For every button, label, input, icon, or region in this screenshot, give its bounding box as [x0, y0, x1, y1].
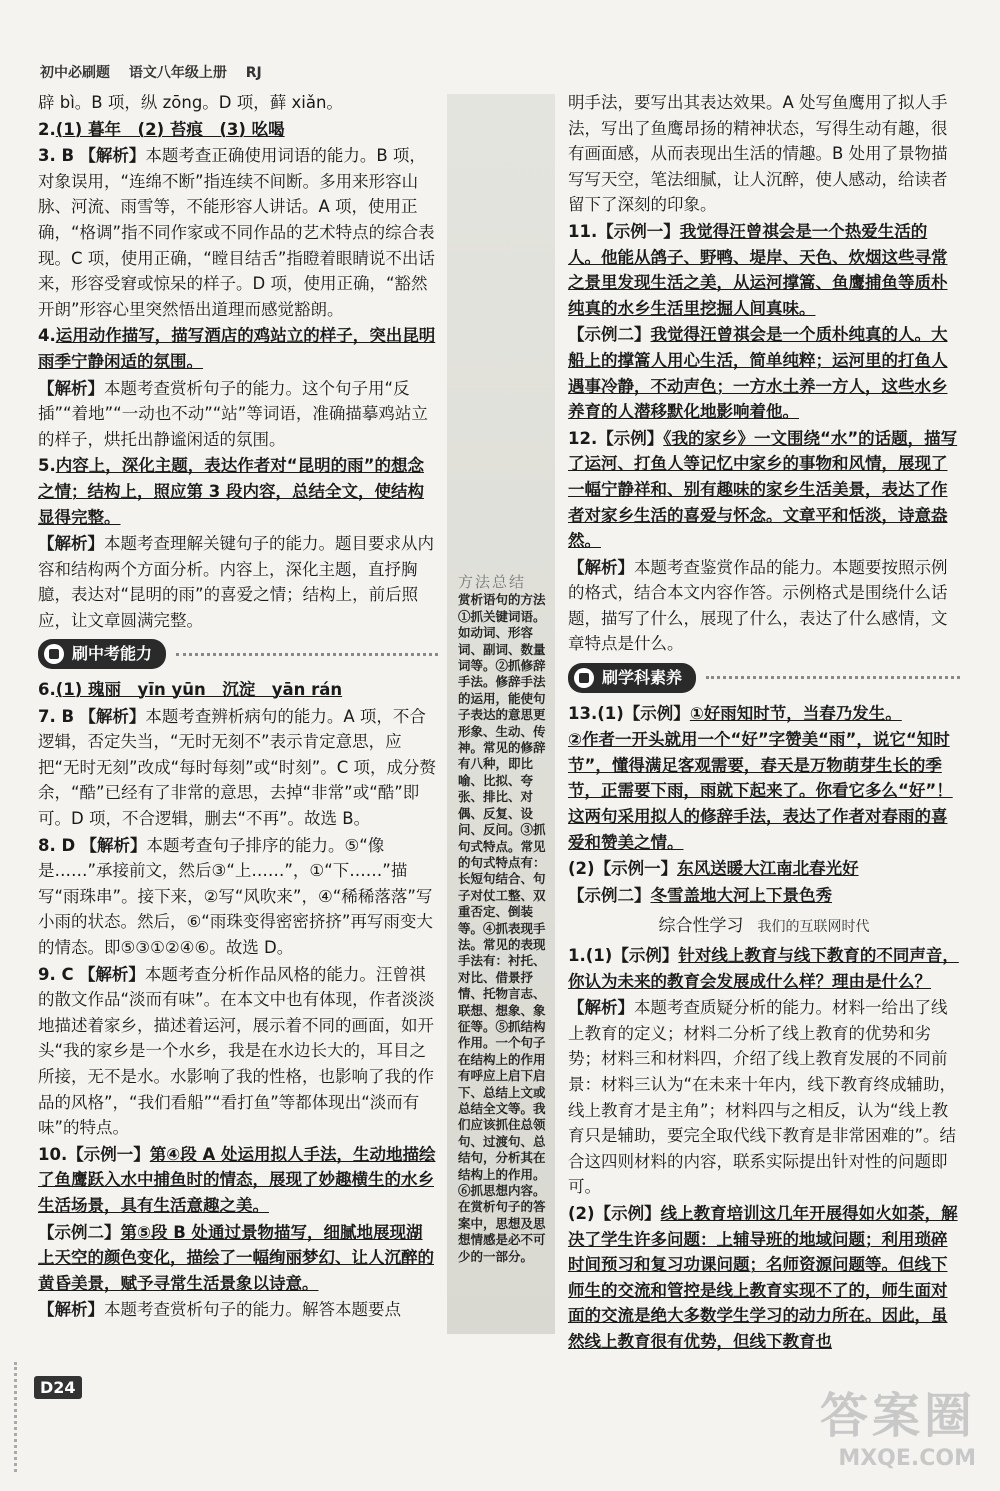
side-text: ①抓关键词语。如动词、形容词、副词、数量词等。②抓修辞手法。修辞手法的运用，能使句子表达的意思更形象、生动、传神。常见的修辞有八种，即比喻、比拟、夸张、排比、对偶、反复、设问、反问。③抓句式特点。常见的句式特点有：长短句结合、句子对仗工整、双重否定、倒装等。④抓表现手法。常见的表现手法有：衬托、对比、借景抒情、托物言志、联想、想象、象征等。⑤抓结构作用。一个句子在结构上的作用有呼应上启下启下、总结上文或总结全文等。我们应该抓住总领句、过渡句、总结句，分析其在结构上的作用。⑥抓思想内容。在赏析句子的答案中，思想及思想情感是必不可少的一部分。 — [458, 608, 546, 1264]
question-10: 10.【示例一】第④段 A 处运用拟人手法，生动地描绘了鱼鹰跃入水中捕鱼时的情态，展现了妙趣横生的水乡生活场景，具有生活意趣之美。 — [38, 1144, 436, 1215]
section-badge: 刷学科素养 — [568, 663, 696, 693]
page-edge-dots — [14, 1362, 31, 1472]
question-12-analysis: 【解析】本题考查鉴赏作品的能力。本题要按照示例的格式，结合本文内容作答。示例格式是围绕什么话题，描写了什么，展现了什么，表达了什么感情，文章特点是什么。 — [568, 557, 948, 654]
edition: RJ — [245, 65, 262, 81]
comprehensive-study-title: 综合性学习 我们的互联网时代 — [658, 916, 870, 937]
question-3: 3. B 【解析】本题考查正确使用词语的能力。B 项，对象误用，“连绵不断”指连续不间断。多用来形容山脉、河流、雨雪等，不能形容人讲话。A 项，使用正确，“格调”指不同作家或不同作品的艺术特点的综合表现。C 项，使用正确，“瞠目结舌”指瞪着眼睛说不出话来，形容受窘或惊呆的样子。D 项，使用正确，“豁然开朗”形容心里突然悟出道理而感觉豁朗。 — [38, 146, 435, 319]
question-5: 5.内容上，深化主题，表达作者对“昆明的雨”的想念之情；结构上，照应第 3 段内容，总结全文，使结构显得完整。 — [38, 456, 424, 527]
question-13-example-2: 【示例二】冬雪盖地大河上下景色秀 — [568, 885, 832, 905]
watermark-logo-text: 答案圈 — [819, 1388, 976, 1444]
running-header — [40, 62, 276, 82]
series-name: 初中必刷题 — [40, 65, 110, 81]
method-summary-note — [458, 574, 554, 1265]
question-4: 4.运用动作描写，描写酒店的鸡站立的样子，突出昆明雨季宁静闲适的氛围。 — [38, 326, 436, 371]
question-13: 13.(1)【示例】①好雨知时节，当春乃发生。 — [568, 703, 902, 723]
question-10-analysis: 【解析】本题考查赏析句子的能力。解答本题要点 — [38, 1300, 401, 1320]
watermark — [820, 1377, 976, 1471]
book-icon — [44, 644, 64, 664]
section-header-exam — [38, 639, 438, 669]
book-title: 语文八年级上册 — [128, 65, 227, 81]
question-13-example-1: (2)【示例一】东风送暖大江南北春光好 — [568, 859, 859, 879]
page-number: D24 — [34, 1376, 82, 1399]
section-badge: 刷中考能力 — [38, 639, 166, 669]
comprehensive-question-1-part-2: (2)【示例】线上教育培训这几年开展得如火如荼，解决了学生许多问题：上辅导班的地域问题；利用琐碎时间预习和复习功课问题；名师资源问题等。但线下师生的交流和管控是线上教育实现不了的，师生面对面的交流是绝大多数学生学习的动力所在。因此，虽然线上教育很有优势，但线下教育也 — [568, 1203, 958, 1351]
question-11: 11.【示例一】我觉得汪曾祺会是一个热爱生活的人。他能从鸽子、野鸭、堤岸、天色、炊烟这些寻常之景里发现生活之美，从运河撑篙、鱼鹰捕鱼等质朴纯真的水乡生活里挖掘人间真味。 — [568, 221, 948, 318]
question-13-part-2: ②作者一开头就用一个“好”字赞美“雨”，说它“知时节”，懂得满足客观需要，春天是万物萌芽生长的季节，正需要下雨，雨就下起来了。你看它多么“好”！这两句采用拟人的修辞手法，表达了作者对春雨的喜爱和赞美之情。 — [568, 730, 953, 852]
question-6: 6.(1) 瑰丽 yīn yūn 沉淀 yān rán — [38, 680, 343, 700]
question-11-example-2: 【示例二】我觉得汪曾祺会是一个质朴纯真的人。大船上的撑篙人用心生活，简单纯粹；运河里的打鱼人遇事冷静，不动声色；一方水土养一方人，这些水乡养育的人潜移默化地影响着他。 — [568, 325, 948, 422]
question-9: 9. C 【解析】本题考查分析作品风格的能力。汪曾祺的散文作品“淡而有味”。在本文中也有体现，作者淡淡地描述着家乡，描述着运河，展示着不同的画面，如开头“我的家乡是一个水乡，我是在水边长大的，耳目之所接，无不是水。水影响了我的性格，也影响了我的作品的风格”，“我们看船”“看打鱼”等都体现出“淡而有味”的特点。 — [38, 964, 435, 1138]
question-5-analysis: 【解析】本题考查理解关键句子的能力。题目要求从内容和结构两个方面分析。内容上，深化主题，直抒胸臆，表达对“昆明的雨”的喜爱之情；结构上，前后照应，让文章圆满完整。 — [38, 534, 434, 630]
question-2: 2.(1) 暮年 (2) 苔痕 (3) 吆喝 — [38, 119, 285, 139]
right-column — [568, 90, 960, 1356]
comprehensive-question-1: 1.(1)【示例】针对线上教育与线下教育的不同声音，你认为未来的教育会发展成什么样？理由是什么？ — [568, 946, 959, 991]
answer-line: 辟 bì。B 项，纵 zōng。D 项，藓 xiǎn。 — [38, 93, 343, 112]
side-heading: 赏析语句的方法 — [458, 592, 546, 608]
left-column — [38, 90, 438, 1324]
question-10-example-2: 【示例二】第⑤段 B 处通过景物描写，细腻地展现湖上天空的颜色变化，描绘了一幅绚丽梦幻、让人沉醉的黄昏美景，赋予寻常生活景象以诗意。 — [38, 1222, 434, 1293]
dotted-divider — [706, 676, 960, 679]
side-title: 方法总结 — [458, 573, 527, 591]
watermark-domain: MXQE.COM — [838, 1446, 976, 1471]
question-4-analysis: 【解析】本题考查赏析句子的能力。这个句子用“反插”“着地”“一动也不动”“站”等词语，准确描摹鸡站立的样子，烘托出静谧闲适的氛围。 — [38, 378, 428, 449]
question-12: 12.【示例】《我的家乡》一文围绕“水”的话题，描写了运河、打鱼人等记忆中家乡的事物和风情，展现了一幅宁静祥和、别有趣味的家乡生活美景，表达了作者对家乡生活的喜爱与怀念。文章平和恬淡，诗意盎然。 — [568, 428, 958, 551]
question-8: 8. D 【解析】本题考查句子排序的能力。⑤“像是……”承接前文，然后③“上……”，①“下……”描写“雨珠串”。接下来，②写“风吹来”，④“稀稀落落”写小雨的状态。然后，⑥“雨珠变得密密挤挤”再写雨变大的情态。即⑤③①②④⑥。故选 D。 — [38, 835, 433, 957]
section-header-subject — [568, 663, 960, 693]
comprehensive-question-1-analysis: 【解析】本题考查质疑分析的能力。材料一给出了线上教育的定义；材料二分析了线上教育的优势和劣势；材料三和材料四，介绍了线上教育发展的不同前景：材料三认为“在未来十年内，线下教育终成辅助，线上教育才是主角”；材料四与之相反，认为“线上教育只是辅助，要完全取代线下教育是非常困难的”。结合这四则材料的内容，联系实际提出针对性的问题即可。 — [568, 998, 957, 1197]
question-7: 7. B 【解析】本题考查辨析病句的能力。A 项，不合逻辑，否定失当，“无时无刻不”表示肯定意思，应把“无时无刻”改成“每时每刻”或“时刻”。C 项，成分赘余，“酷”已经有了非常的意思，去掉“非常”或“酷”即可。D 项，不合逻辑，删去“不再”。故选 B。 — [38, 706, 437, 829]
dotted-divider — [176, 653, 438, 656]
continued-analysis: 明手法，要写出其表达效果。A 处写鱼鹰用了拟人手法，写出了鱼鹰昂扬的精神状态，写得生动有趣，很有画面感，从而表现出生活的情趣。B 处用了景物描写写天空，笔法细腻，让人沉醉，使人感动，给读者留下了深刻的印象。 — [568, 93, 948, 215]
book-icon — [574, 668, 594, 688]
